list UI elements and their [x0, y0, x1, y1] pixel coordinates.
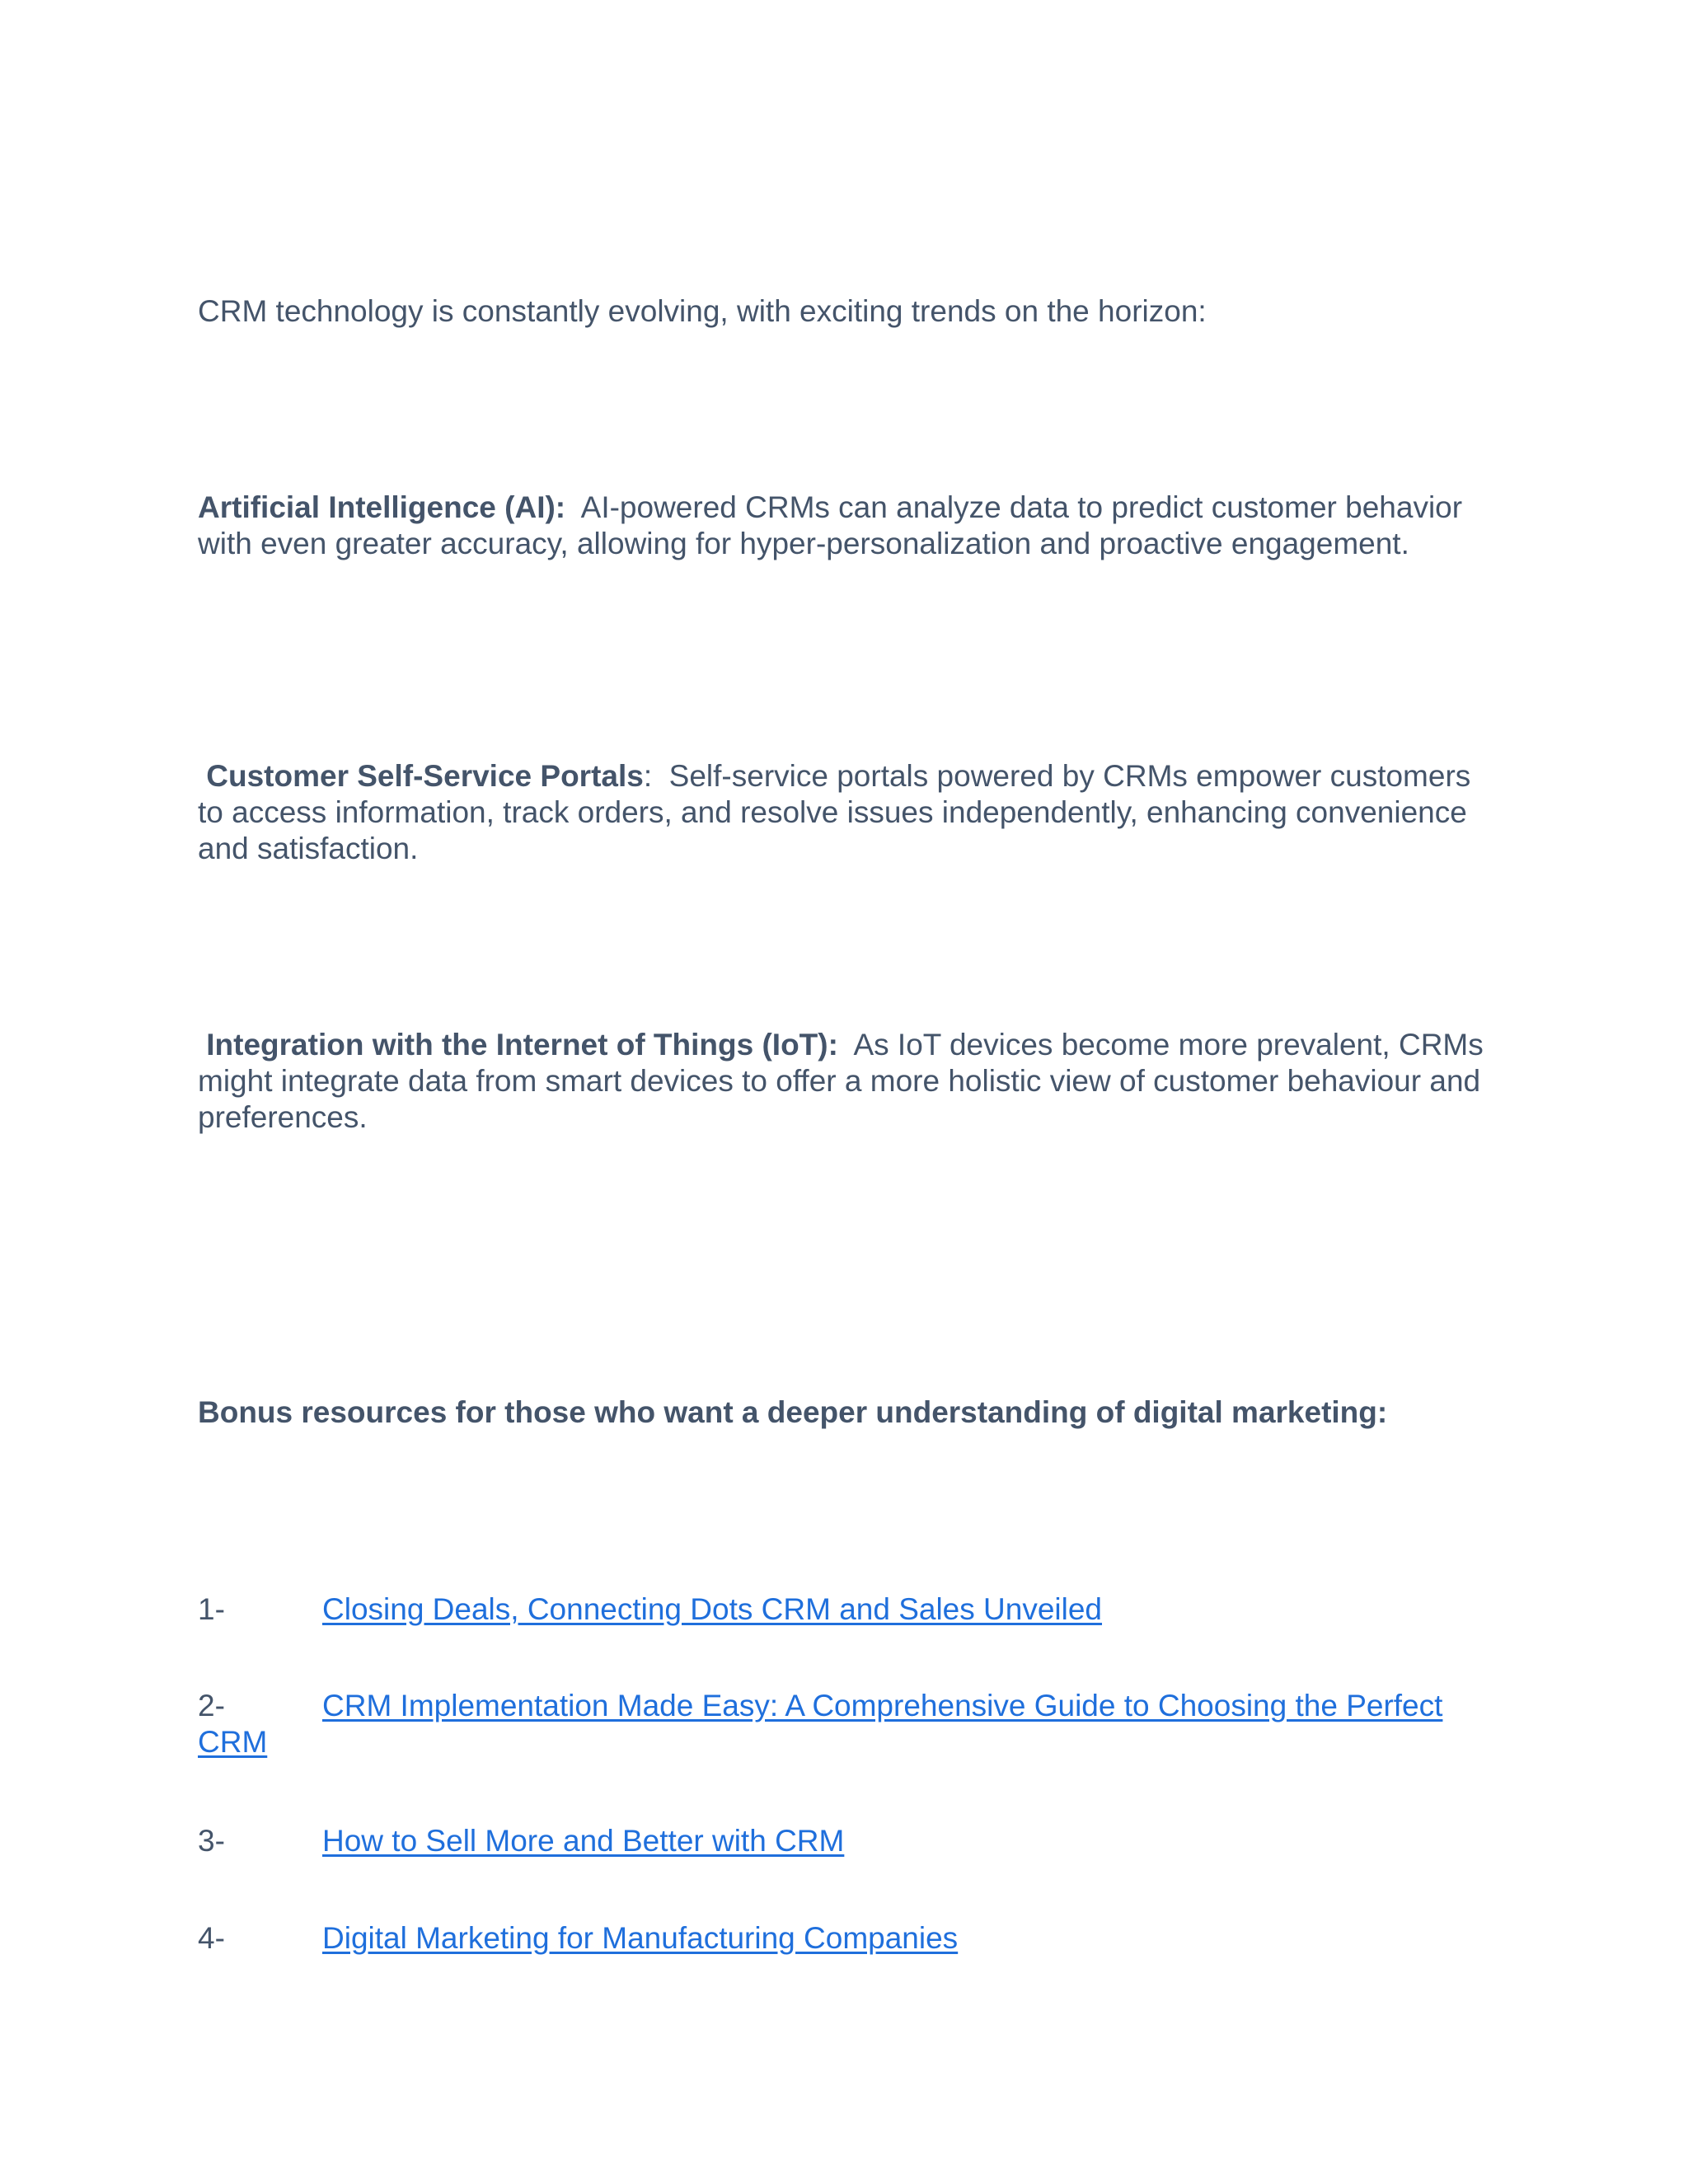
resource-item	[198, 1591, 1500, 1628]
trend-portals-paragraph	[198, 758, 1500, 867]
trend-portals-title: Customer Self-Service Portals	[206, 759, 644, 793]
resource-link[interactable]: CRM Implementation Made Easy: A Comprehensive Guide to Choosing the Perfect CRM	[198, 1689, 1443, 1759]
trend-iot-paragraph	[198, 1027, 1500, 1136]
resource-number: 1-	[198, 1592, 225, 1626]
resource-link[interactable]: Closing Deals, Connecting Dots CRM and Sales Unveiled	[322, 1592, 1103, 1626]
trend-iot-text: As IoT devices become more prevalent, CRMs might integrate data from smart devices to offer a more holistic view of customer behaviour and preferences.	[198, 1028, 1484, 1134]
trend-iot-title: Integration with the Internet of Things (IoT):	[206, 1028, 838, 1062]
trend-ai-title: Artificial Intelligence (AI):	[198, 490, 566, 524]
intro-paragraph: CRM technology is constantly evolving, with exciting trends on the horizon:	[198, 294, 1207, 328]
resource-number: 2-	[198, 1689, 225, 1722]
trend-ai-paragraph	[198, 490, 1500, 562]
trend-ai-text: AI-powered CRMs can analyze data to predict customer behavior with even greater accuracy, allowing for hyper-personalization and proactive engagement.	[198, 490, 1463, 560]
trend-portals-text: Self-service portals powered by CRMs empower customers to access information, track orders, and resolve issues independently, enhancing convenience and satisfaction.	[198, 759, 1471, 865]
resource-item	[198, 1688, 1500, 1760]
trend-portals-separator: :	[643, 759, 653, 793]
resource-item	[198, 1823, 1500, 1859]
resource-link[interactable]: Digital Marketing for Manufacturing Companies	[322, 1921, 959, 1955]
resource-item	[198, 1920, 1500, 1957]
resource-number: 4-	[198, 1921, 225, 1955]
resource-link[interactable]: How to Sell More and Better with CRM	[322, 1824, 845, 1858]
bonus-heading: Bonus resources for those who want a deeper understanding of digital marketing:	[198, 1395, 1388, 1429]
resource-number: 3-	[198, 1824, 225, 1858]
